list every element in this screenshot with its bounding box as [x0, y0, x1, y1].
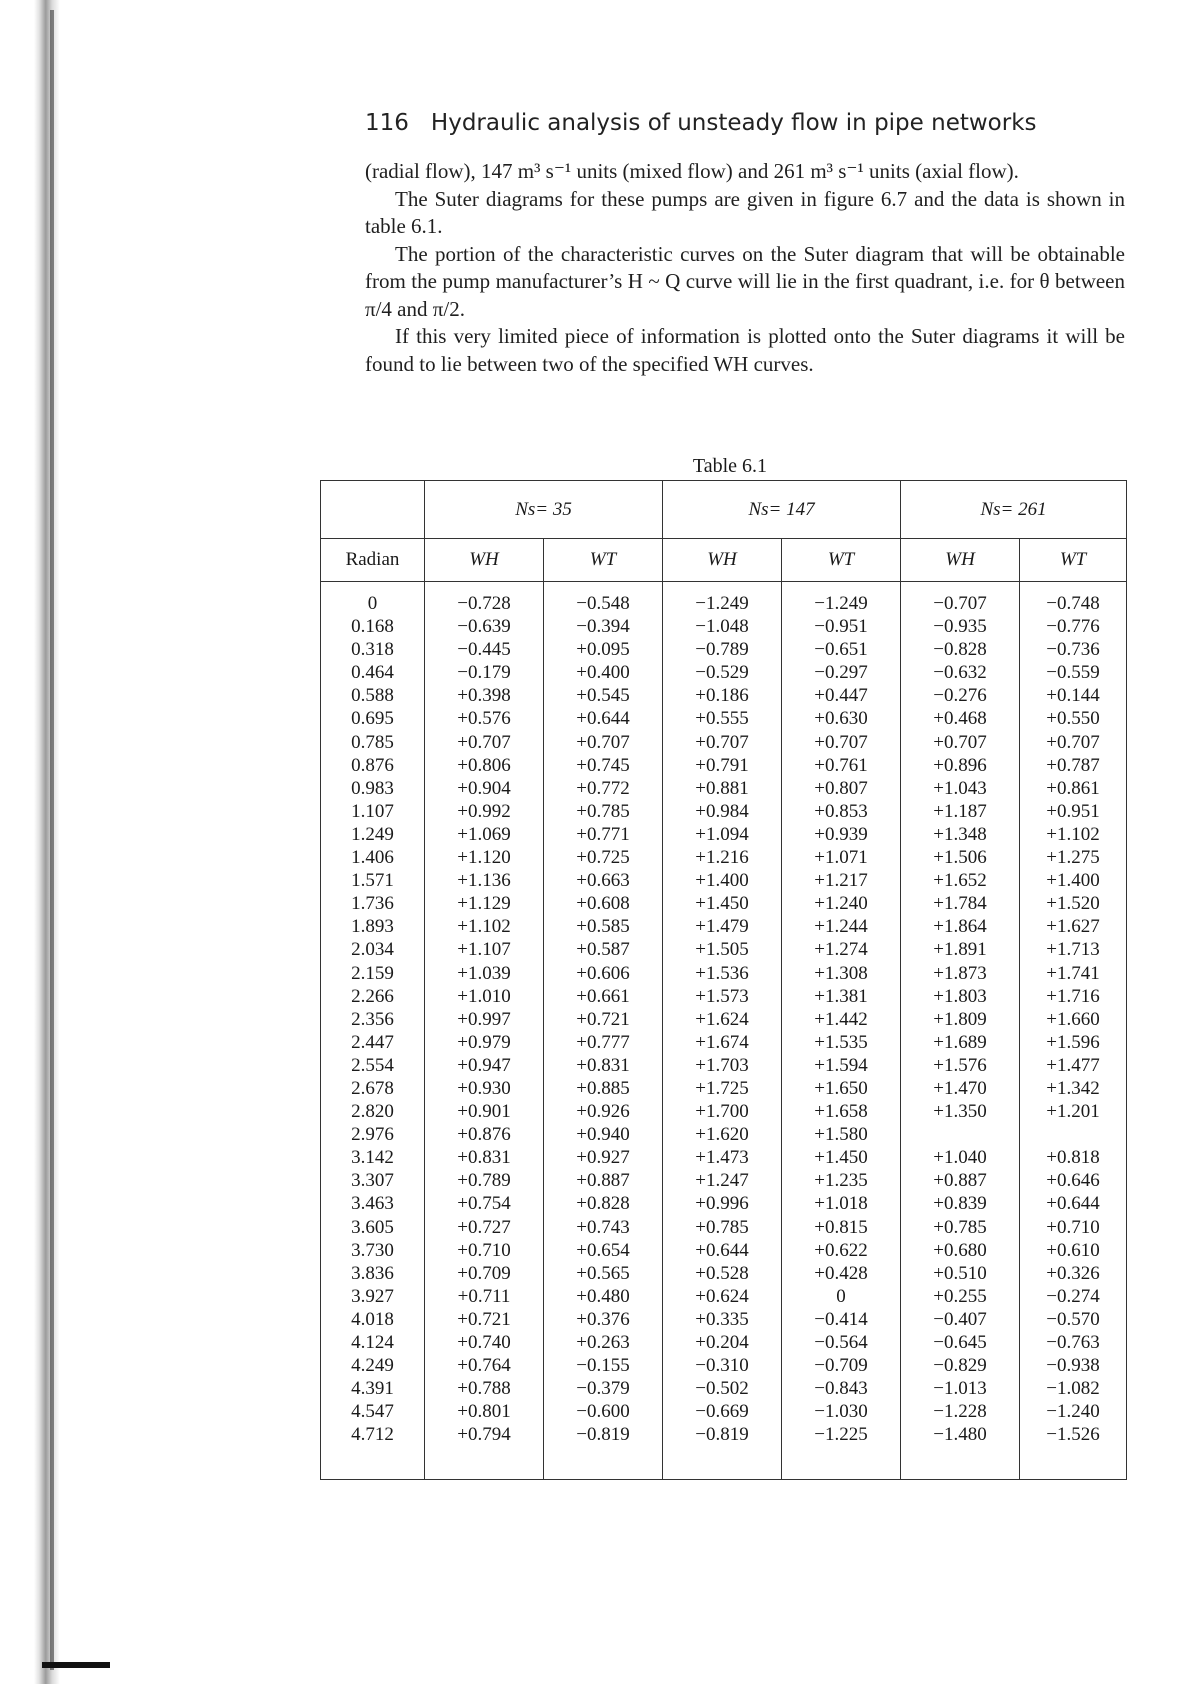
table-cell: +1.470	[933, 1077, 987, 1099]
table-cell: −0.445	[457, 639, 511, 661]
table-cell: +0.398	[457, 685, 511, 707]
table-cell: 0.876	[351, 754, 394, 776]
table-cell: +0.555	[695, 708, 749, 730]
table-cell: +0.644	[1046, 1193, 1100, 1215]
var-header-wh: WH	[663, 539, 782, 582]
table-cell: −0.548	[576, 593, 630, 614]
table-cell: −0.407	[933, 1308, 987, 1330]
table-cell: +0.725	[576, 847, 630, 869]
table-cell: +0.984	[695, 800, 749, 822]
table-cell: 2.034	[351, 939, 394, 961]
table-cell: −1.228	[933, 1401, 987, 1423]
table-cell: −0.414	[814, 1308, 868, 1330]
table-cell: +0.789	[457, 1170, 511, 1192]
paragraph-4: If this very limited piece of information is plotted onto the Suter diagrams it will be found to lie between two of the specified WH curves.	[365, 324, 1125, 376]
table-cell: +0.263	[576, 1332, 630, 1353]
table-cell: 0	[836, 1285, 846, 1307]
table-cell: +0.885	[576, 1077, 630, 1099]
table-cell: +0.468	[933, 708, 987, 730]
table-cell: +0.710	[457, 1239, 511, 1261]
table-cell: 4.249	[351, 1355, 394, 1377]
table-cell: +1.506	[933, 847, 987, 869]
table-cell: +0.771	[576, 823, 630, 845]
table-cell: −0.748	[1046, 593, 1100, 614]
table-cell: +0.951	[1046, 800, 1100, 822]
table-cell: −0.564	[814, 1332, 868, 1353]
table-cell: +0.707	[814, 731, 868, 753]
table-cell: +0.853	[814, 800, 868, 822]
table-cell: +1.400	[1046, 870, 1100, 892]
table-cell: −0.297	[814, 662, 868, 684]
table-cell: +0.680	[933, 1239, 987, 1261]
table-cell: +0.447	[814, 685, 868, 707]
table-cell: 3.927	[351, 1285, 394, 1307]
table-cell: +1.350	[933, 1101, 987, 1123]
table-cell: 2.820	[351, 1101, 394, 1123]
table-cell: +0.947	[457, 1054, 511, 1076]
table-cell: 3.463	[351, 1193, 394, 1215]
var-header-wh: WH	[901, 539, 1020, 582]
table-cell: +1.442	[814, 1008, 868, 1030]
table-cell: +1.741	[1046, 962, 1100, 984]
table-cell: +0.745	[576, 754, 630, 776]
radian-header: Radian	[321, 539, 425, 582]
table-cell: +0.565	[576, 1262, 630, 1284]
table-cell: +0.772	[576, 777, 630, 799]
table-cell: +0.204	[695, 1332, 749, 1353]
ns147-wh-column	[663, 582, 782, 1480]
table-cell: +1.018	[814, 1193, 868, 1215]
table-cell: 0.318	[351, 639, 394, 661]
table-cell: +1.473	[695, 1147, 749, 1169]
table-cell: +1.784	[933, 893, 987, 915]
table-cell: +0.326	[1046, 1262, 1100, 1284]
table-cell: 1.406	[351, 847, 394, 869]
table-cell: +0.585	[576, 916, 630, 938]
table-cell: −0.776	[1046, 616, 1100, 638]
table-cell: +1.596	[1046, 1031, 1100, 1053]
table-cell: +1.308	[814, 962, 868, 984]
table-cell: +0.901	[457, 1101, 511, 1123]
table-cell: −1.249	[814, 593, 868, 614]
table-cell: +1.713	[1046, 939, 1100, 961]
table-cell: +1.520	[1046, 893, 1100, 915]
table-cell: −1.013	[933, 1378, 987, 1400]
table-cell: +0.806	[457, 754, 511, 776]
table-cell: 2.159	[351, 962, 394, 984]
table-cell: −0.274	[1046, 1285, 1100, 1307]
table-cell: −0.394	[576, 616, 630, 638]
table-cell: +1.477	[1046, 1054, 1100, 1076]
table-cell: +1.450	[695, 893, 749, 915]
var-header-wt: WT	[1020, 539, 1127, 582]
table-cell: +1.216	[695, 847, 749, 869]
table-cell: +0.710	[1046, 1216, 1100, 1238]
table-cell: +1.201	[1046, 1101, 1100, 1123]
table-cell: +1.505	[695, 939, 749, 961]
table-cell: +0.831	[576, 1054, 630, 1076]
table-cell: +0.727	[457, 1216, 511, 1238]
table-cell: +1.102	[1046, 823, 1100, 845]
table-cell: +1.040	[933, 1147, 987, 1169]
var-header-wt: WT	[544, 539, 663, 582]
table-cell: +1.069	[457, 823, 511, 845]
table-cell: +0.979	[457, 1031, 511, 1053]
table-cell: +1.348	[933, 823, 987, 845]
table-cell: +0.587	[576, 939, 630, 961]
table-cell: −0.763	[1046, 1332, 1100, 1353]
table-cell: +1.450	[814, 1147, 868, 1169]
table-cell: +0.828	[576, 1193, 630, 1215]
table-cell: +0.646	[1046, 1170, 1100, 1192]
table-cell: +1.244	[814, 916, 868, 938]
paragraph-1: (radial flow), 147 m³ s⁻¹ units (mixed flow) and 261 m³ s⁻¹ units (axial flow).	[365, 159, 1019, 183]
table-cell: 3.605	[351, 1216, 394, 1238]
table-cell: +0.376	[576, 1308, 630, 1330]
table-cell: 3.142	[351, 1147, 394, 1169]
table-cell: +1.136	[457, 870, 511, 892]
table-cell: +0.644	[576, 708, 630, 730]
table-cell: +1.660	[1046, 1008, 1100, 1030]
table-cell: −0.819	[576, 1424, 630, 1446]
table-data-row	[321, 582, 1127, 1480]
table-cell: +0.606	[576, 962, 630, 984]
table-cell: +0.785	[695, 1216, 749, 1238]
table-cell: +1.071	[814, 847, 868, 869]
table-cell: 3.836	[351, 1262, 394, 1284]
table-cell: +0.788	[457, 1378, 511, 1400]
table-cell: +0.787	[1046, 754, 1100, 776]
table-cell: 4.391	[351, 1378, 394, 1400]
table-cell: +1.235	[814, 1170, 868, 1192]
table-cell: +0.818	[1046, 1147, 1100, 1169]
table-cell: −0.379	[576, 1378, 630, 1400]
page-binding-edge	[34, 0, 60, 1684]
table-cell: 0.983	[351, 777, 394, 799]
table-cell: −1.240	[1046, 1401, 1100, 1423]
table-cell: +0.927	[576, 1147, 630, 1169]
table-cell: +0.721	[457, 1308, 511, 1330]
table-cell: −0.789	[695, 639, 749, 661]
table-cell: +0.764	[457, 1355, 511, 1377]
table-cell: +0.740	[457, 1332, 511, 1353]
table-cell: −0.728	[457, 593, 511, 614]
table-cell: +1.716	[1046, 985, 1100, 1007]
table-cell: 0.785	[351, 731, 394, 753]
table-cell: +0.095	[576, 639, 630, 661]
table-cell: +0.428	[814, 1262, 868, 1284]
ns147-wt-column	[782, 582, 901, 1480]
table-cell: +1.627	[1046, 916, 1100, 938]
table-cell: +0.861	[1046, 777, 1100, 799]
page-binding-foot	[42, 1662, 110, 1668]
table-cell: +0.335	[695, 1308, 749, 1330]
table-cell: 1.249	[351, 823, 394, 845]
suter-data-table	[320, 480, 1127, 1480]
table-cell: −0.828	[933, 639, 987, 661]
table-cell: −0.935	[933, 616, 987, 638]
table-cell: 3.730	[351, 1239, 394, 1261]
table-cell: +0.785	[576, 800, 630, 822]
table-cell: +0.881	[695, 777, 749, 799]
table-cell: +1.873	[933, 962, 987, 984]
table-cell: +0.255	[933, 1285, 987, 1307]
table-cell: +1.120	[457, 847, 511, 869]
table-cell: +0.528	[695, 1262, 749, 1284]
table-cell: −0.600	[576, 1401, 630, 1423]
table-cell: +0.480	[576, 1285, 630, 1307]
table-cell: +0.785	[933, 1216, 987, 1238]
table-cell: +0.876	[457, 1124, 511, 1146]
table-cell: 0.168	[351, 616, 394, 638]
table-cell: +1.624	[695, 1008, 749, 1030]
ns261-wt-column	[1020, 582, 1127, 1480]
table-cell: −0.736	[1046, 639, 1100, 661]
group-header-ns35: Ns= 35	[425, 481, 663, 539]
table-cell: +1.674	[695, 1031, 749, 1053]
table-cell: +1.725	[695, 1077, 749, 1099]
table-cell: +0.576	[457, 708, 511, 730]
table-cell: +1.043	[933, 777, 987, 799]
ns35-wh-column	[425, 582, 544, 1480]
table-cell: −0.632	[933, 662, 987, 684]
table-cell: +0.545	[576, 685, 630, 707]
table-cell	[901, 1123, 1019, 1146]
table-cell: +0.661	[576, 985, 630, 1007]
table-cell: +1.275	[1046, 847, 1100, 869]
table-cell: +1.650	[814, 1077, 868, 1099]
paragraph-2: The Suter diagrams for these pumps are given in figure 6.7 and the data is shown in table 6.1.	[365, 186, 1125, 238]
var-header-wt: WT	[782, 539, 901, 582]
table-cell: +0.887	[933, 1170, 987, 1192]
table-cell: −0.645	[933, 1332, 987, 1353]
table-cell: +1.107	[457, 939, 511, 961]
table-cell: +0.839	[933, 1193, 987, 1215]
table-group-header-row	[321, 481, 1127, 539]
table-cell: +0.709	[457, 1262, 511, 1284]
table-cell: −0.819	[695, 1424, 749, 1446]
table-cell: 0.464	[351, 662, 394, 684]
table-cell: +0.939	[814, 823, 868, 845]
table-cell: −0.559	[1046, 662, 1100, 684]
table-cell: +1.010	[457, 985, 511, 1007]
table-cell: 0.695	[351, 708, 394, 730]
table-cell: +0.831	[457, 1147, 511, 1169]
blank-corner-cell	[321, 481, 425, 539]
table-cell: +1.479	[695, 916, 749, 938]
table-cell: −0.709	[814, 1355, 868, 1377]
table-cell: −0.707	[933, 593, 987, 614]
table-cell: +0.996	[695, 1193, 749, 1215]
table-cell: +1.240	[814, 893, 868, 915]
table-cell: +0.400	[576, 662, 630, 684]
table-cell: +0.622	[814, 1239, 868, 1261]
table-cell: +0.711	[457, 1285, 511, 1307]
table-cell: +1.703	[695, 1054, 749, 1076]
table-cell: 1.736	[351, 893, 394, 915]
table-cell: +0.801	[457, 1401, 511, 1423]
table-cell: −0.570	[1046, 1308, 1100, 1330]
table-cell: −0.310	[695, 1355, 749, 1377]
table-cell: +1.217	[814, 870, 868, 892]
table-cell: +1.573	[695, 985, 749, 1007]
ns261-wh-column	[901, 582, 1020, 1480]
table-cell: +0.997	[457, 1008, 511, 1030]
table-cell: +0.707	[457, 731, 511, 753]
table-cell: +1.594	[814, 1054, 868, 1076]
table-cell: +0.940	[576, 1124, 630, 1146]
table-cell: +1.700	[695, 1101, 749, 1123]
table-cell: −0.843	[814, 1378, 868, 1400]
table-cell: +0.707	[695, 731, 749, 753]
table-cell: +0.186	[695, 685, 749, 707]
table-cell: +1.400	[695, 870, 749, 892]
table-cell: +1.864	[933, 916, 987, 938]
table-cell: −0.639	[457, 616, 511, 638]
table-cell: +0.992	[457, 800, 511, 822]
table-cell: +0.794	[457, 1424, 511, 1446]
table-cell: −0.651	[814, 639, 868, 661]
table-cell: 4.124	[351, 1332, 394, 1353]
table-cell: +0.926	[576, 1101, 630, 1123]
table-cell: +1.247	[695, 1170, 749, 1192]
table-cell: +1.580	[814, 1124, 868, 1146]
table-cell: +0.707	[576, 731, 630, 753]
table-cell: +0.887	[576, 1170, 630, 1192]
table-cell: +0.610	[1046, 1239, 1100, 1261]
table-cell: +0.761	[814, 754, 868, 776]
table-cell: +1.381	[814, 985, 868, 1007]
table-cell: +1.652	[933, 870, 987, 892]
table-cell: −1.480	[933, 1424, 987, 1446]
table-cell: +0.630	[814, 708, 868, 730]
table-cell: +0.608	[576, 893, 630, 915]
table-cell: 4.712	[351, 1424, 394, 1446]
table-cell: 2.678	[351, 1077, 394, 1099]
table-cell: 2.356	[351, 1008, 394, 1030]
table-cell: −0.529	[695, 662, 749, 684]
table-cell: +0.791	[695, 754, 749, 776]
table-variable-header-row	[321, 539, 1127, 582]
table-cell: +1.620	[695, 1124, 749, 1146]
table-cell: +0.743	[576, 1216, 630, 1238]
table-cell: −0.951	[814, 616, 868, 638]
table-cell: +1.039	[457, 962, 511, 984]
table-cell: +1.536	[695, 962, 749, 984]
paragraph-3: The portion of the characteristic curves on the Suter diagram that will be obtainable from the pump manufacturer’s H ~ Q curve will lie in the first quadrant, i.e. for θ between π/4 and π/2.	[365, 241, 1125, 321]
table-cell: +0.663	[576, 870, 630, 892]
table-cell: 4.547	[351, 1401, 394, 1423]
table-cell: −0.669	[695, 1401, 749, 1423]
table-cell: +1.689	[933, 1031, 987, 1053]
table-cell: 1.107	[351, 800, 394, 822]
table-cell: +1.809	[933, 1008, 987, 1030]
table-cell: 0.588	[351, 685, 394, 707]
table-cell: +0.644	[695, 1239, 749, 1261]
table-cell: −1.526	[1046, 1424, 1100, 1446]
table-cell: −1.249	[695, 593, 749, 614]
table-cell: +1.891	[933, 939, 987, 961]
table-cell: 2.976	[351, 1124, 394, 1146]
table-cell: −0.276	[933, 685, 987, 707]
table-cell	[1020, 1123, 1126, 1146]
table-cell: 0	[367, 593, 378, 614]
table-cell: +1.187	[933, 800, 987, 822]
table-cell: +0.144	[1046, 685, 1100, 707]
table-caption: Table 6.1	[692, 455, 768, 477]
table-cell: −0.502	[695, 1378, 749, 1400]
table-cell: +1.129	[457, 893, 511, 915]
table-cell: 2.447	[351, 1031, 394, 1053]
table-cell: +1.094	[695, 823, 749, 845]
table-cell: 2.554	[351, 1054, 394, 1076]
table-cell: 4.018	[351, 1308, 394, 1330]
table-cell: −1.048	[695, 616, 749, 638]
table-cell: −0.829	[933, 1355, 987, 1377]
table-cell: −1.225	[814, 1424, 868, 1446]
page-binding-shadow	[50, 10, 54, 1670]
table-cell: +0.754	[457, 1193, 511, 1215]
group-header-ns147: Ns= 147	[663, 481, 901, 539]
table-cell: +0.930	[457, 1077, 511, 1099]
table-cell: +0.721	[576, 1008, 630, 1030]
table-cell: 1.571	[351, 870, 394, 892]
table-cell: +0.896	[933, 754, 987, 776]
table-cell: 3.307	[351, 1170, 394, 1192]
page-number: 116	[365, 110, 409, 136]
table-cell: −0.155	[576, 1355, 630, 1377]
table-cell: +1.274	[814, 939, 868, 961]
table-cell: +0.904	[457, 777, 511, 799]
table-cell: +0.510	[933, 1262, 987, 1284]
table-cell: +0.777	[576, 1031, 630, 1053]
running-header	[365, 110, 1125, 136]
table-cell: −1.030	[814, 1401, 868, 1423]
table-cell: 2.266	[351, 985, 394, 1007]
table-cell: +1.102	[457, 916, 511, 938]
table-cell: +0.624	[695, 1285, 749, 1307]
table-cell: −1.082	[1046, 1378, 1100, 1400]
table-cell: +0.550	[1046, 708, 1100, 730]
table-cell: +0.807	[814, 777, 868, 799]
table-cell: +1.535	[814, 1031, 868, 1053]
table-cell: +1.803	[933, 985, 987, 1007]
table-cell: +1.576	[933, 1054, 987, 1076]
table-cell: +0.815	[814, 1216, 868, 1238]
radian-column	[321, 582, 425, 1480]
table-cell: −0.179	[457, 662, 511, 684]
table-cell: +0.707	[933, 731, 987, 753]
table-cell: +0.654	[576, 1239, 630, 1261]
table-cell: +0.707	[1046, 731, 1100, 753]
body-text	[365, 158, 1125, 378]
ns35-wt-column	[544, 582, 663, 1480]
group-header-ns261: Ns= 261	[901, 481, 1127, 539]
table-cell: −0.938	[1046, 1355, 1100, 1377]
table-cell: +1.342	[1046, 1077, 1100, 1099]
table-cell: 1.893	[351, 916, 394, 938]
var-header-wh: WH	[425, 539, 544, 582]
table-cell: +1.658	[814, 1101, 868, 1123]
running-head-title: Hydraulic analysis of unsteady flow in pipe networks	[430, 110, 1037, 136]
